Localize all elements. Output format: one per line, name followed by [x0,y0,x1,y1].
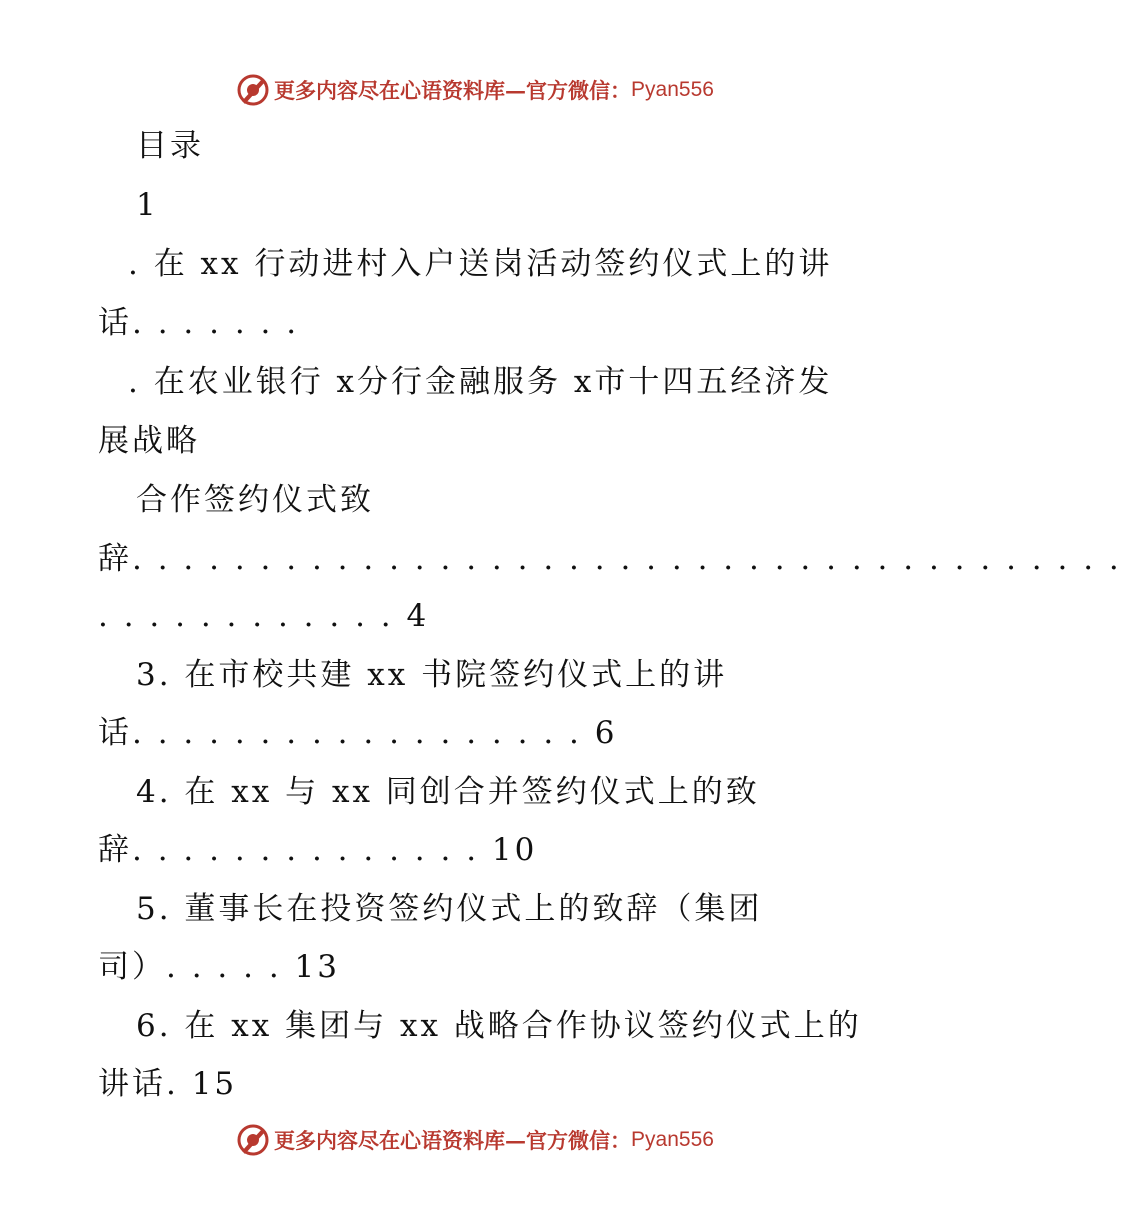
watermark-text: 更多内容尽在心语资料库—官方微信： [274,78,632,103]
toc-line: 话. . . . . . . [98,305,300,341]
toc-line: 合作签约仪式致 [136,482,374,518]
toc-heading: 目录 [136,128,204,164]
toc-line: 司）. . . . . 13 [98,949,340,985]
watermark-text: 更多内容尽在心语资料库—官方微信： [274,1128,632,1153]
toc-line: 展战略 [98,423,200,459]
header-watermark [0,70,950,110]
toc-line: . 在 xx 行动进村入户送岗活动签约仪式上的讲 [128,246,833,282]
toc-line: 话. . . . . . . . . . . . . . . . . . 6 [98,715,618,751]
toc-line: 讲话. 15 [98,1066,238,1102]
toc-line: 5. 董事长在投资签约仪式上的致辞（集团 [136,891,763,927]
toc-line: 辞. . . . . . . . . . . . . . . . . . . . . . . . . . . . . . . . . . . . . . . [98,541,1122,577]
toc-line: 4. 在 xx 与 xx 同创合并签约仪式上的致 [136,774,760,810]
footer-watermark [0,1120,950,1160]
toc-line: 3. 在市校共建 xx 书院签约仪式上的讲 [136,657,728,693]
watermark-id: Pyan556 [631,1128,714,1151]
toc-line: 1 [136,187,159,223]
toc-line: . . . . . . . . . . . . 4 [98,598,430,634]
watermark-id: Pyan556 [631,78,714,101]
quill-seal-icon [236,1123,270,1157]
toc-line: 6. 在 xx 集团与 xx 战略合作协议签约仪式上的 [136,1008,862,1044]
quill-seal-icon [236,73,270,107]
toc-line: 辞. . . . . . . . . . . . . . 10 [98,832,538,868]
toc-line: . 在农业银行 x分行金融服务 x市十四五经济发 [128,364,833,400]
